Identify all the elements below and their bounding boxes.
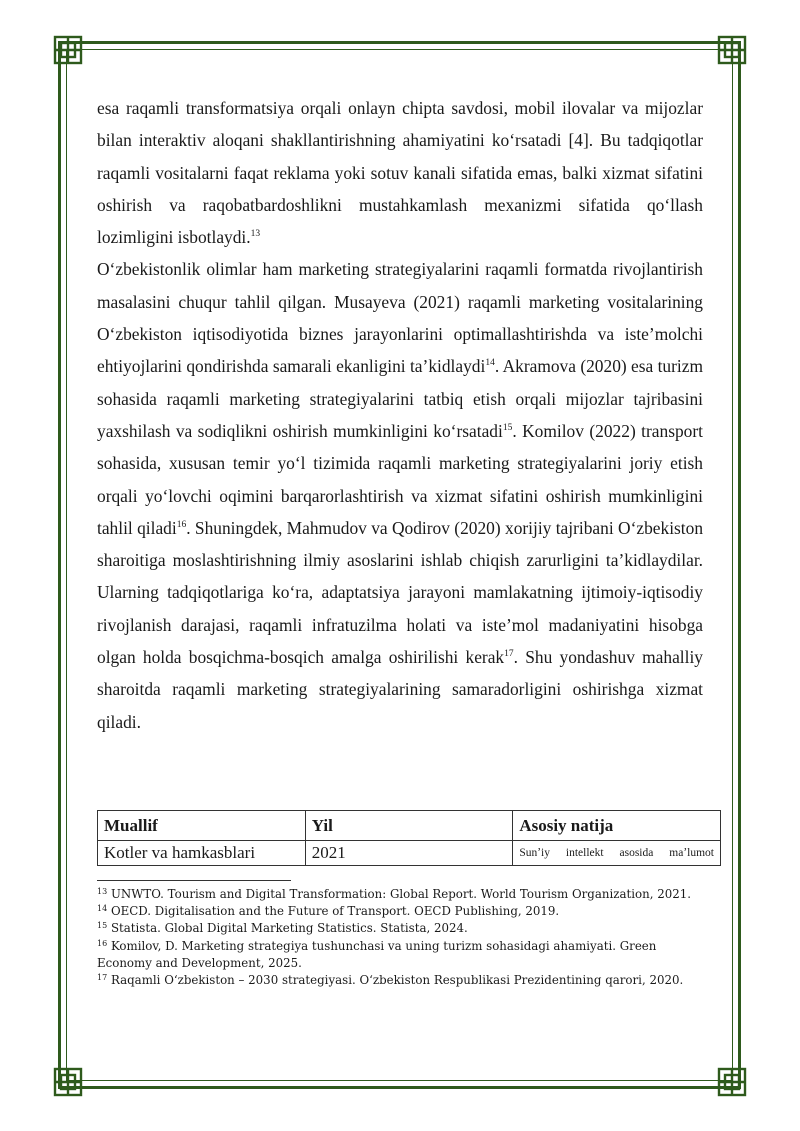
table-cell: Sunʼiy intellekt asosida maʼlumot [513, 841, 721, 866]
footnote-ref[interactable]: 16 [176, 519, 187, 530]
table-header-row [98, 811, 721, 841]
corner-ornament-icon [52, 1066, 84, 1098]
footnote: $^{16}$ Komilov, D. Marketing strategiya tushunchasi va uning turizm sohasidagi ahamiyati. Green Economy and Development, 2025. [97, 938, 657, 970]
paragraph: esa raqamli transformatsiya orqali onlayn chipta savdosi, mobil ilovalar va mijozlar bilan interaktiv aloqani shakllantirishning ahamiyatini koʻrsatadi [4]. Bu tadqiqotlar raqamli vositalarni faqat reklama yoki sotuv kanali sifatida emas, balki xizmat sifatini oshirish va raqobatbardoshlikni mustahkamlash mexanizmi sifatida qoʻllash lozimligini isbotlaydi.$^{13}$ [97, 98, 703, 248]
footnote-separator [97, 880, 291, 881]
corner-ornament-icon [716, 1066, 748, 1098]
table-cell: Kotler va hamkasblari [98, 841, 306, 866]
table-row [98, 841, 721, 866]
corner-ornament-icon [716, 34, 748, 66]
results-table [97, 810, 721, 866]
footnote-ref[interactable]: 17 [504, 649, 514, 660]
footnote: $^{14}$ OECD. Digitalisation and the Future of Transport. OECD Publishing, 2019. [97, 904, 560, 919]
footnote: $^{15}$ Statista. Global Digital Marketing Statistics. Statista, 2024. [97, 921, 468, 936]
footnote: $^{17}$ Raqamli Oʻzbekiston – 2030 strategiyasi. Oʻzbekiston Respublikasi Prezidentining qarori, 2020. [97, 973, 684, 988]
footnote-ref[interactable]: 13 [250, 229, 261, 240]
column-header: Muallif [98, 811, 306, 841]
body-text [97, 92, 703, 738]
column-header: Yil [305, 811, 513, 841]
footnotes [97, 886, 703, 989]
footnote-ref[interactable]: 15 [502, 422, 513, 433]
table-cell: 2021 [305, 841, 513, 866]
footnote-ref[interactable]: 14 [485, 358, 495, 369]
corner-ornament-icon [52, 34, 84, 66]
column-header: Asosiy natija [513, 811, 721, 841]
footnote: $^{13}$ UNWTO. Tourism and Digital Transformation: Global Report. World Tourism Organization, 2021. [97, 887, 691, 901]
paragraph: Oʻzbekistonlik olimlar ham marketing strategiyalarini raqamli formatda rivojlantirish masalasini chuqur tahlil qilgan. Musayeva (2021) raqamli marketing vositalarining Oʻzbekiston iqtisodiyotida biznes jarayonlarini optimallashtirishda va isteʼmolchi ehtiyojlarini qondirishda samarali ekanligini taʼkidlaydi$^{14}$. Akramova (2020) esa turizm sohasida raqamli marketing strategiyalarini tatbiq etish orqali mijozlar tajribasini yaxshilash va sodiqlikni oshirish mumkinligini koʻrsatadi$^{15}$. Komilov (2022) transport sohasida, xususan temir yoʻl tizimida raqamli marketing strategiyalarini joriy etish orqali yoʻlovchi oqimini barqarorlashtirish va xizmat sifatini oshirish mumkinligini tahlil qiladi$^{16}$. Shuningdek, Mahmudov va Qodirov (2020) xorijiy tajribani Oʻzbekiston sharoitiga moslashtirishning ilmiy asoslarini ishlab chiqish zarurligini taʼkidlaydilar. Ularning tadqiqotlariga koʻra, adaptatsiya jarayoni mamlakatning ijtimoiy-iqtisodiy rivojlanish darajasi, raqamli infratuzilma holati va isteʼmol madaniyatini hisobga olgan holda bosqichma-bosqich amalga oshirilishi kerak$^{17}$. Shu yondashuv mahalliy sharoitda raqamli marketing strategiyalarining samaradorligini oshirishga xizmat qiladi. [97, 259, 704, 732]
